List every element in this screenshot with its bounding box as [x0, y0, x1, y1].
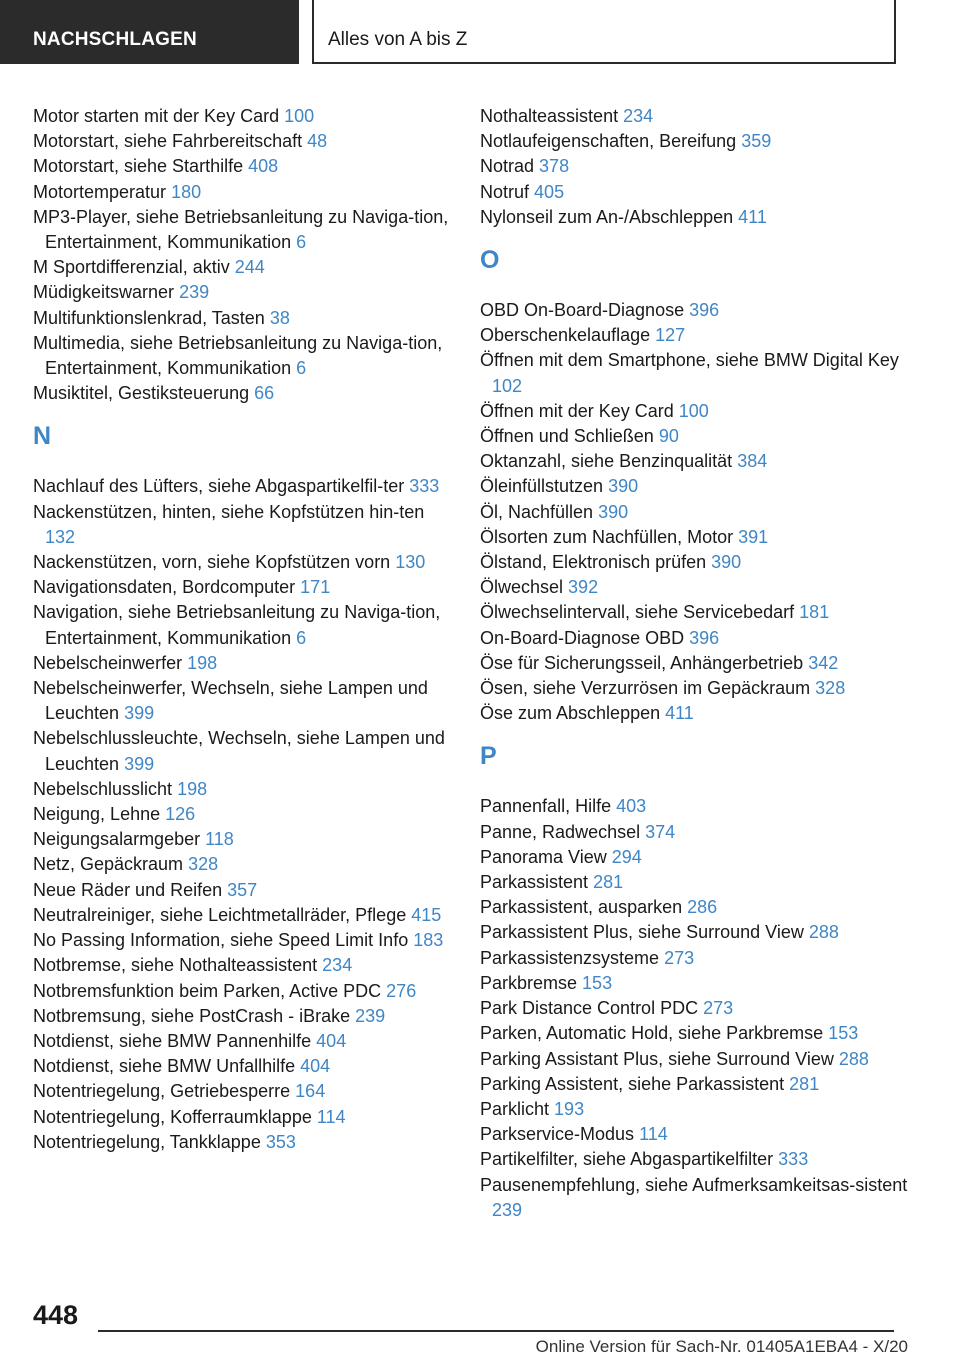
index-entry [33, 306, 453, 331]
entry-term: Öse zum Abschleppen [480, 703, 661, 724]
entry-term: Motorstart, siehe Starthilfe [33, 156, 244, 177]
index-entry [480, 870, 920, 895]
index-entry [480, 449, 920, 474]
entry-term: Navigationsdaten, Bordcomputer [33, 577, 296, 598]
index-entry [33, 726, 453, 776]
index-entry [480, 500, 920, 525]
index-entry [33, 676, 453, 726]
index-entry [33, 979, 453, 1004]
page-reference-link[interactable]: 378 [539, 156, 570, 177]
entry-term: Parkassistenzsysteme [480, 947, 660, 968]
page-reference-link[interactable]: 333 [778, 1149, 809, 1170]
page-reference-link[interactable]: 328 [815, 678, 846, 699]
entry-term: Neutralreiniger, siehe Leichtmetallräder, Pflege [33, 904, 407, 925]
page-reference-link[interactable]: 234 [322, 955, 353, 976]
index-entry [480, 424, 920, 449]
index-entry [480, 575, 920, 600]
index-entry [33, 852, 453, 877]
page-reference-link[interactable]: 114 [639, 1124, 668, 1145]
page-reference-link[interactable]: 328 [188, 854, 219, 875]
index-entry [33, 1029, 453, 1054]
entry-term: Pausenempfehlung, siehe Aufmerksamkeitsas-sistent [480, 1174, 908, 1195]
page-reference-link[interactable]: 276 [386, 980, 417, 1001]
entry-term: Parkassistent [480, 872, 589, 893]
page-reference-link[interactable]: 404 [316, 1030, 347, 1051]
entry-term: Ölwechselintervall, siehe Servicebedarf [480, 602, 795, 623]
page-reference-link[interactable]: 403 [616, 796, 647, 817]
online-version-note: Online Version für Sach-Nr. 01405A1EBA4 - X/20 [535, 1337, 908, 1356]
page-reference-link[interactable]: 6 [296, 232, 307, 253]
page-reference-link[interactable]: 132 [45, 526, 76, 547]
index-entry [480, 676, 920, 701]
entry-term: Multimedia, siehe Betriebsanleitung zu Naviga-tion, Entertainment, Kommunikation [33, 332, 443, 379]
index-letter-p: P [480, 742, 497, 771]
index-entry [33, 129, 453, 154]
entry-term: Nothalteassistent [480, 106, 619, 126]
index-entry [480, 1122, 920, 1147]
entry-term: Panorama View [480, 846, 607, 867]
entry-term: Motor starten mit der Key Card [33, 106, 280, 126]
index-entry [33, 777, 453, 802]
page-reference-link[interactable]: 411 [665, 703, 694, 724]
page-reference-link[interactable]: 392 [568, 577, 599, 598]
entry-term: Multifunktionslenkrad, Tasten [33, 307, 265, 328]
entry-term: Notentriegelung, Tankklappe [33, 1131, 261, 1152]
page-reference-link[interactable]: 411 [738, 206, 767, 227]
index-entry [480, 996, 920, 1021]
index-entry [33, 575, 453, 600]
index-entry [480, 1072, 920, 1097]
index-entry [33, 827, 453, 852]
page-reference-link[interactable]: 183 [413, 930, 444, 951]
page-reference-link[interactable]: 48 [307, 131, 328, 152]
page-reference-link[interactable]: 404 [300, 1056, 331, 1077]
index-entry [480, 550, 920, 575]
entry-group [33, 474, 453, 1154]
entry-term: OBD On-Board-Diagnose [480, 300, 685, 321]
page-reference-link[interactable]: 333 [409, 476, 440, 497]
page-reference-link[interactable]: 153 [582, 972, 613, 993]
page-reference-link[interactable]: 239 [179, 282, 210, 303]
entry-term: Navigation, siehe Betriebsanleitung zu Naviga-tion, Entertainment, Kommunikation [33, 602, 441, 648]
entry-term: Öffnen mit dem Smartphone, siehe BMW Digital Key [480, 350, 899, 371]
entry-group [480, 104, 920, 230]
entry-term: Parkbremse [480, 972, 578, 993]
entry-term: Notruf [480, 181, 530, 202]
entry-term: Öleinfüllstutzen [480, 476, 604, 497]
entry-term: Panne, Radwechsel [480, 821, 641, 842]
footer-divider [98, 1330, 894, 1332]
entry-term: Parkassistent, ausparken [480, 897, 683, 918]
index-entry [480, 1047, 920, 1072]
index-entry [33, 878, 453, 903]
page-reference-link[interactable]: 118 [205, 829, 234, 850]
page-reference-link[interactable]: 390 [598, 501, 629, 522]
index-entry [480, 845, 920, 870]
entry-term: MP3-Player, siehe Betriebsanleitung zu Naviga-tion, Entertainment, Kommunikation [33, 206, 449, 253]
page-reference-link[interactable]: 100 [284, 106, 315, 126]
index-entry [480, 323, 920, 348]
index-entry [480, 701, 920, 726]
page-reference-link[interactable]: 234 [623, 106, 654, 126]
index-entry [480, 1021, 920, 1046]
page-reference-link[interactable]: 281 [593, 872, 624, 893]
entry-term: Nachlauf des Lüfters, siehe Abgaspartikelfil-ter [33, 476, 405, 497]
index-entry [480, 895, 920, 920]
page-reference-link[interactable]: 100 [678, 400, 709, 421]
index-entry [480, 348, 920, 398]
entry-term: Notdienst, siehe BMW Pannenhilfe [33, 1030, 312, 1051]
page-reference-link[interactable]: 396 [689, 627, 720, 648]
page-reference-link[interactable]: 6 [296, 627, 307, 648]
page-reference-link[interactable]: 391 [738, 526, 769, 547]
entry-term: Parking Assistent, siehe Parkassistent [480, 1073, 785, 1094]
entry-term: Motortemperatur [33, 181, 167, 202]
page-reference-link[interactable]: 294 [611, 846, 642, 867]
index-entry [480, 104, 920, 129]
index-column-right [480, 104, 920, 1223]
entry-term: Ölwechsel [480, 577, 564, 598]
entry-term: Netz, Gepäckraum [33, 854, 184, 875]
entry-term: Öl, Nachfüllen [480, 501, 594, 522]
entry-term: Öse für Sicherungsseil, Anhängerbetrieb [480, 652, 804, 673]
entry-term: Motorstart, siehe Fahrbereitschaft [33, 131, 303, 152]
page-reference-link[interactable]: 164 [295, 1081, 326, 1102]
page-reference-link[interactable]: 66 [254, 383, 275, 404]
page-reference-link[interactable]: 399 [124, 753, 155, 774]
page-reference-link[interactable]: 171 [300, 577, 331, 598]
section-tab: NACHSCHLAGEN [0, 0, 299, 64]
entry-term: Parken, Automatic Hold, siehe Parkbremse [480, 1023, 824, 1044]
entry-term: Notentriegelung, Kofferraumklappe [33, 1106, 312, 1127]
index-entry [33, 1004, 453, 1029]
index-entry [33, 600, 453, 650]
page-reference-link[interactable]: 288 [838, 1048, 869, 1069]
page-reference-link[interactable]: 415 [411, 904, 442, 925]
index-entry [33, 1105, 453, 1130]
page-reference-link[interactable]: 390 [608, 476, 639, 497]
index-entry [33, 255, 453, 280]
entry-term: Oberschenkelauflage [480, 325, 651, 346]
entry-term: Pannenfall, Hilfe [480, 796, 612, 817]
page-reference-link[interactable]: 127 [655, 325, 686, 346]
entry-term: Ösen, siehe Verzurrösen im Gepäckraum [480, 678, 811, 699]
index-entry [33, 104, 453, 129]
index-entry [480, 1097, 920, 1122]
page-reference-link[interactable]: 281 [789, 1073, 820, 1094]
entry-term: Öffnen mit der Key Card [480, 400, 674, 421]
entry-term: Parklicht [480, 1098, 550, 1119]
index-entry [33, 651, 453, 676]
entry-term: Nebelscheinwerfer [33, 652, 183, 673]
entry-term: Nebelschlusslicht [33, 778, 173, 799]
page-reference-link[interactable]: 239 [492, 1199, 523, 1220]
index-entry [33, 331, 453, 381]
index-letter-n: N [33, 422, 52, 451]
page-number: 448 [33, 1300, 79, 1330]
entry-term: Notentriegelung, Getriebesperre [33, 1081, 291, 1102]
index-entry [33, 903, 453, 928]
entry-term: On-Board-Diagnose OBD [480, 627, 685, 648]
index-entry [33, 1130, 453, 1155]
page-reference-link[interactable]: 359 [741, 131, 772, 152]
index-entry [33, 180, 453, 205]
page-reference-link[interactable]: 153 [828, 1023, 859, 1044]
entry-term: Nackenstützen, hinten, siehe Kopfstützen hin-ten [33, 501, 425, 522]
page-reference-link[interactable]: 353 [265, 1131, 296, 1152]
page-reference-link[interactable]: 6 [296, 358, 307, 379]
index-entry [480, 180, 920, 205]
entry-term: M Sportdifferenzial, aktiv [33, 257, 230, 278]
index-entry [33, 802, 453, 827]
index-entry [33, 1079, 453, 1104]
entry-term: Musiktitel, Gestiksteuerung [33, 383, 250, 404]
page-reference-link[interactable]: 130 [395, 552, 426, 573]
page-reference-link[interactable]: 193 [554, 1098, 585, 1119]
page-reference-link[interactable]: 408 [248, 156, 279, 177]
index-entry [33, 953, 453, 978]
index-entry [33, 928, 453, 953]
page-reference-link[interactable]: 396 [689, 300, 720, 321]
index-entry [480, 205, 920, 230]
page-reference-link[interactable]: 38 [269, 307, 290, 328]
page-reference-link[interactable]: 244 [234, 257, 265, 278]
page-reference-link[interactable]: 357 [227, 879, 258, 900]
page-reference-link[interactable]: 180 [171, 181, 202, 202]
entry-term: Parkassistent Plus, siehe Surround View [480, 922, 804, 943]
entry-term: Parkservice-Modus [480, 1124, 635, 1145]
entry-term: Nebelschlussleuchte, Wechseln, siehe Lampen und Leuchten [33, 728, 445, 774]
index-entry [480, 129, 920, 154]
page-reference-link[interactable]: 102 [492, 375, 523, 396]
entry-term: Notbremsfunktion beim Parken, Active PDC [33, 980, 382, 1001]
entry-term: Öffnen und Schließen [480, 426, 654, 447]
page-reference-link[interactable]: 288 [808, 922, 839, 943]
page-reference-link[interactable]: 114 [316, 1106, 346, 1127]
entry-term: Nylonseil zum An-/Abschleppen [480, 206, 734, 227]
index-entry [480, 946, 920, 971]
index-entry [33, 550, 453, 575]
entry-term: Neue Räder und Reifen [33, 879, 223, 900]
index-entry [33, 205, 453, 255]
entry-group [33, 104, 453, 406]
entry-term: Notdienst, siehe BMW Unfallhilfe [33, 1056, 296, 1077]
index-entry [480, 474, 920, 499]
entry-term: Neigungsalarmgeber [33, 829, 201, 850]
entry-term: Neigung, Lehne [33, 804, 161, 825]
index-entry [480, 820, 920, 845]
entry-term: Notrad [480, 156, 535, 177]
index-entry [480, 651, 920, 676]
index-entry [33, 154, 453, 179]
page-reference-link[interactable]: 181 [799, 602, 830, 623]
entry-term: Ölsorten zum Nachfüllen, Motor [480, 526, 734, 547]
index-entry [480, 920, 920, 945]
index-entry [33, 381, 453, 406]
entry-term: Müdigkeitswarner [33, 282, 175, 303]
index-entry [480, 298, 920, 323]
entry-term: Partikelfilter, siehe Abgaspartikelfilter [480, 1149, 774, 1170]
index-entry [33, 1054, 453, 1079]
index-entry [480, 600, 920, 625]
page-reference-link[interactable]: 239 [355, 1005, 386, 1026]
entry-term: Ölstand, Elektronisch prüfen [480, 552, 707, 573]
entry-term: Oktanzahl, siehe Benzinqualität [480, 451, 733, 472]
index-entry [480, 1173, 920, 1223]
chapter-tab: Alles von A bis Z [312, 0, 896, 64]
page-reference-link[interactable]: 399 [124, 703, 155, 724]
entry-term: Nebelscheinwerfer, Wechseln, siehe Lampen und Leuchten [33, 678, 428, 724]
page-header [0, 0, 960, 66]
page-reference-link[interactable]: 126 [165, 804, 196, 825]
entry-term: Park Distance Control PDC [480, 998, 699, 1019]
index-entry [480, 971, 920, 996]
page-reference-link[interactable]: 286 [687, 897, 718, 918]
index-entry [480, 399, 920, 424]
index-entry [33, 280, 453, 305]
index-column-left [33, 104, 453, 1155]
page-reference-link[interactable]: 90 [658, 426, 679, 447]
entry-group [480, 298, 920, 726]
index-entry [33, 474, 453, 499]
page-reference-link[interactable]: 390 [711, 552, 742, 573]
page-reference-link[interactable]: 405 [534, 181, 565, 202]
entry-term: Notbremse, siehe Nothalteassistent [33, 955, 318, 976]
index-entry [33, 500, 453, 550]
page-reference-link[interactable]: 374 [645, 821, 676, 842]
entry-term: Nackenstützen, vorn, siehe Kopfstützen vorn [33, 552, 391, 573]
page-reference-link[interactable]: 273 [664, 947, 695, 968]
index-entry [480, 794, 920, 819]
page-reference-link[interactable]: 384 [737, 451, 768, 472]
page-reference-link[interactable]: 342 [808, 652, 839, 673]
index-letter-o: O [480, 246, 500, 275]
index-entry [480, 626, 920, 651]
entry-term: Notlaufeigenschaften, Bereifung [480, 131, 737, 152]
entry-group [480, 794, 920, 1222]
index-entry [480, 1147, 920, 1172]
entry-term: Notbremsung, siehe PostCrash - iBrake [33, 1005, 351, 1026]
page-reference-link[interactable]: 273 [703, 998, 734, 1019]
index-entry [480, 154, 920, 179]
page-reference-link[interactable]: 198 [177, 778, 208, 799]
entry-term: No Passing Information, siehe Speed Limit Info [33, 930, 409, 951]
entry-term: Parking Assistant Plus, siehe Surround View [480, 1048, 834, 1069]
index-entry [480, 525, 920, 550]
page-reference-link[interactable]: 198 [187, 652, 218, 673]
